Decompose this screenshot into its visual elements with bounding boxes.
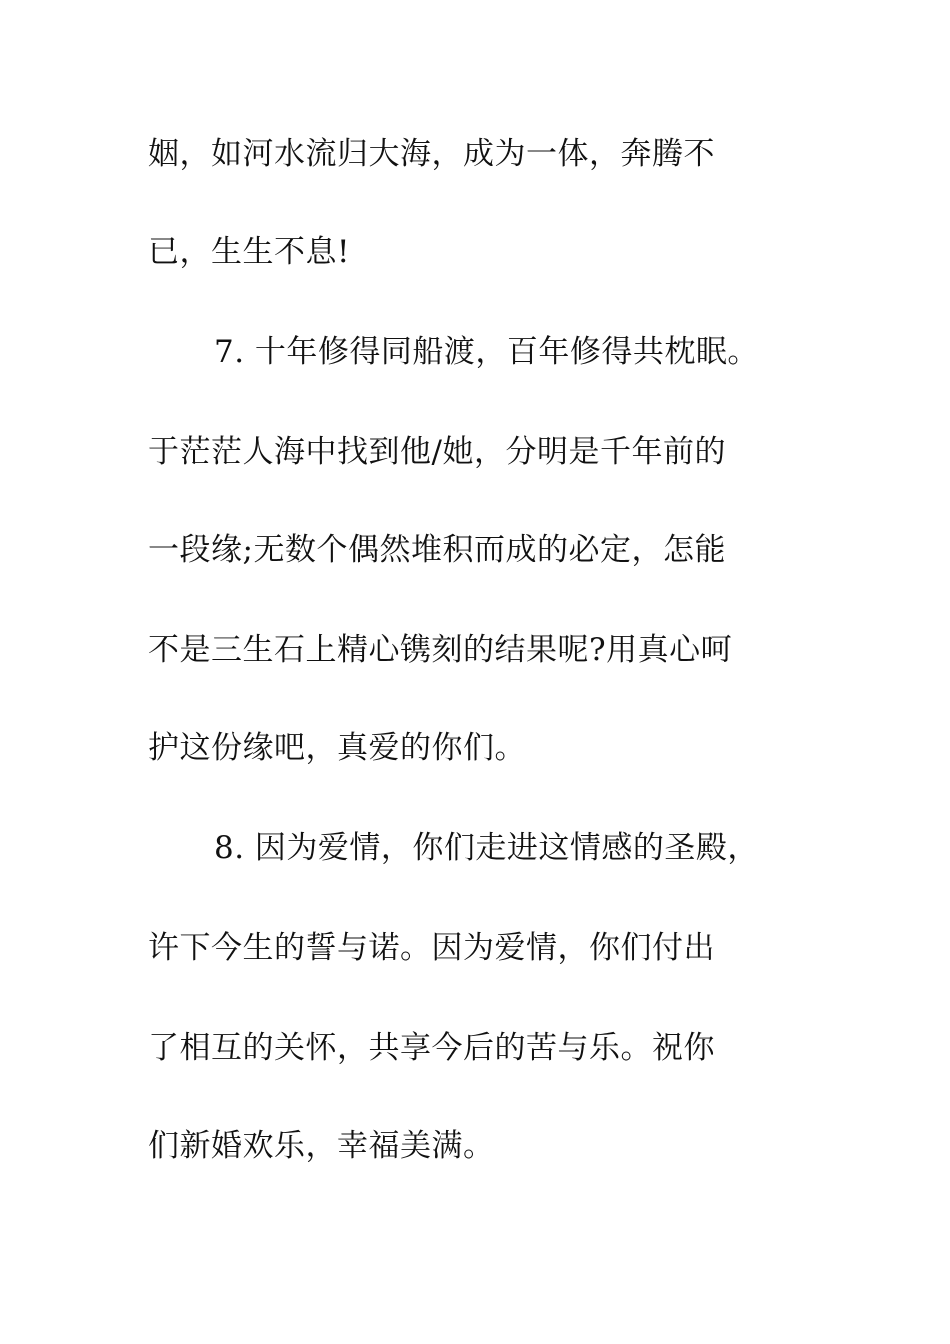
text-line: 姻，如河水流归大海，成为一体，奔腾不 <box>148 136 715 172</box>
text-line: 不是三生石上精心镌刻的结果呢?用真心呵 <box>148 632 733 668</box>
text-line: 于茫茫人海中找到他/她，分明是千年前的 <box>148 434 726 470</box>
text-line: 许下今生的誓与诺。因为爱情，你们付出 <box>148 930 715 966</box>
text-line: 已，生生不息! <box>148 234 350 270</box>
text-line: 们新婚欢乐，幸福美满。 <box>148 1128 495 1164</box>
text-line: 一段缘;无数个偶然堆积而成的必定，怎能 <box>148 532 726 568</box>
text-line: 护这份缘吧，真爱的你们。 <box>148 730 526 766</box>
list-item-8-line: 8. 因为爱情，你们走进这情感的圣殿， <box>214 830 759 866</box>
text-line: 了相互的关怀，共享今后的苦与乐。祝你 <box>148 1030 715 1066</box>
list-item-7-line: 7. 十年修得同船渡，百年修得共枕眠。 <box>214 334 759 370</box>
